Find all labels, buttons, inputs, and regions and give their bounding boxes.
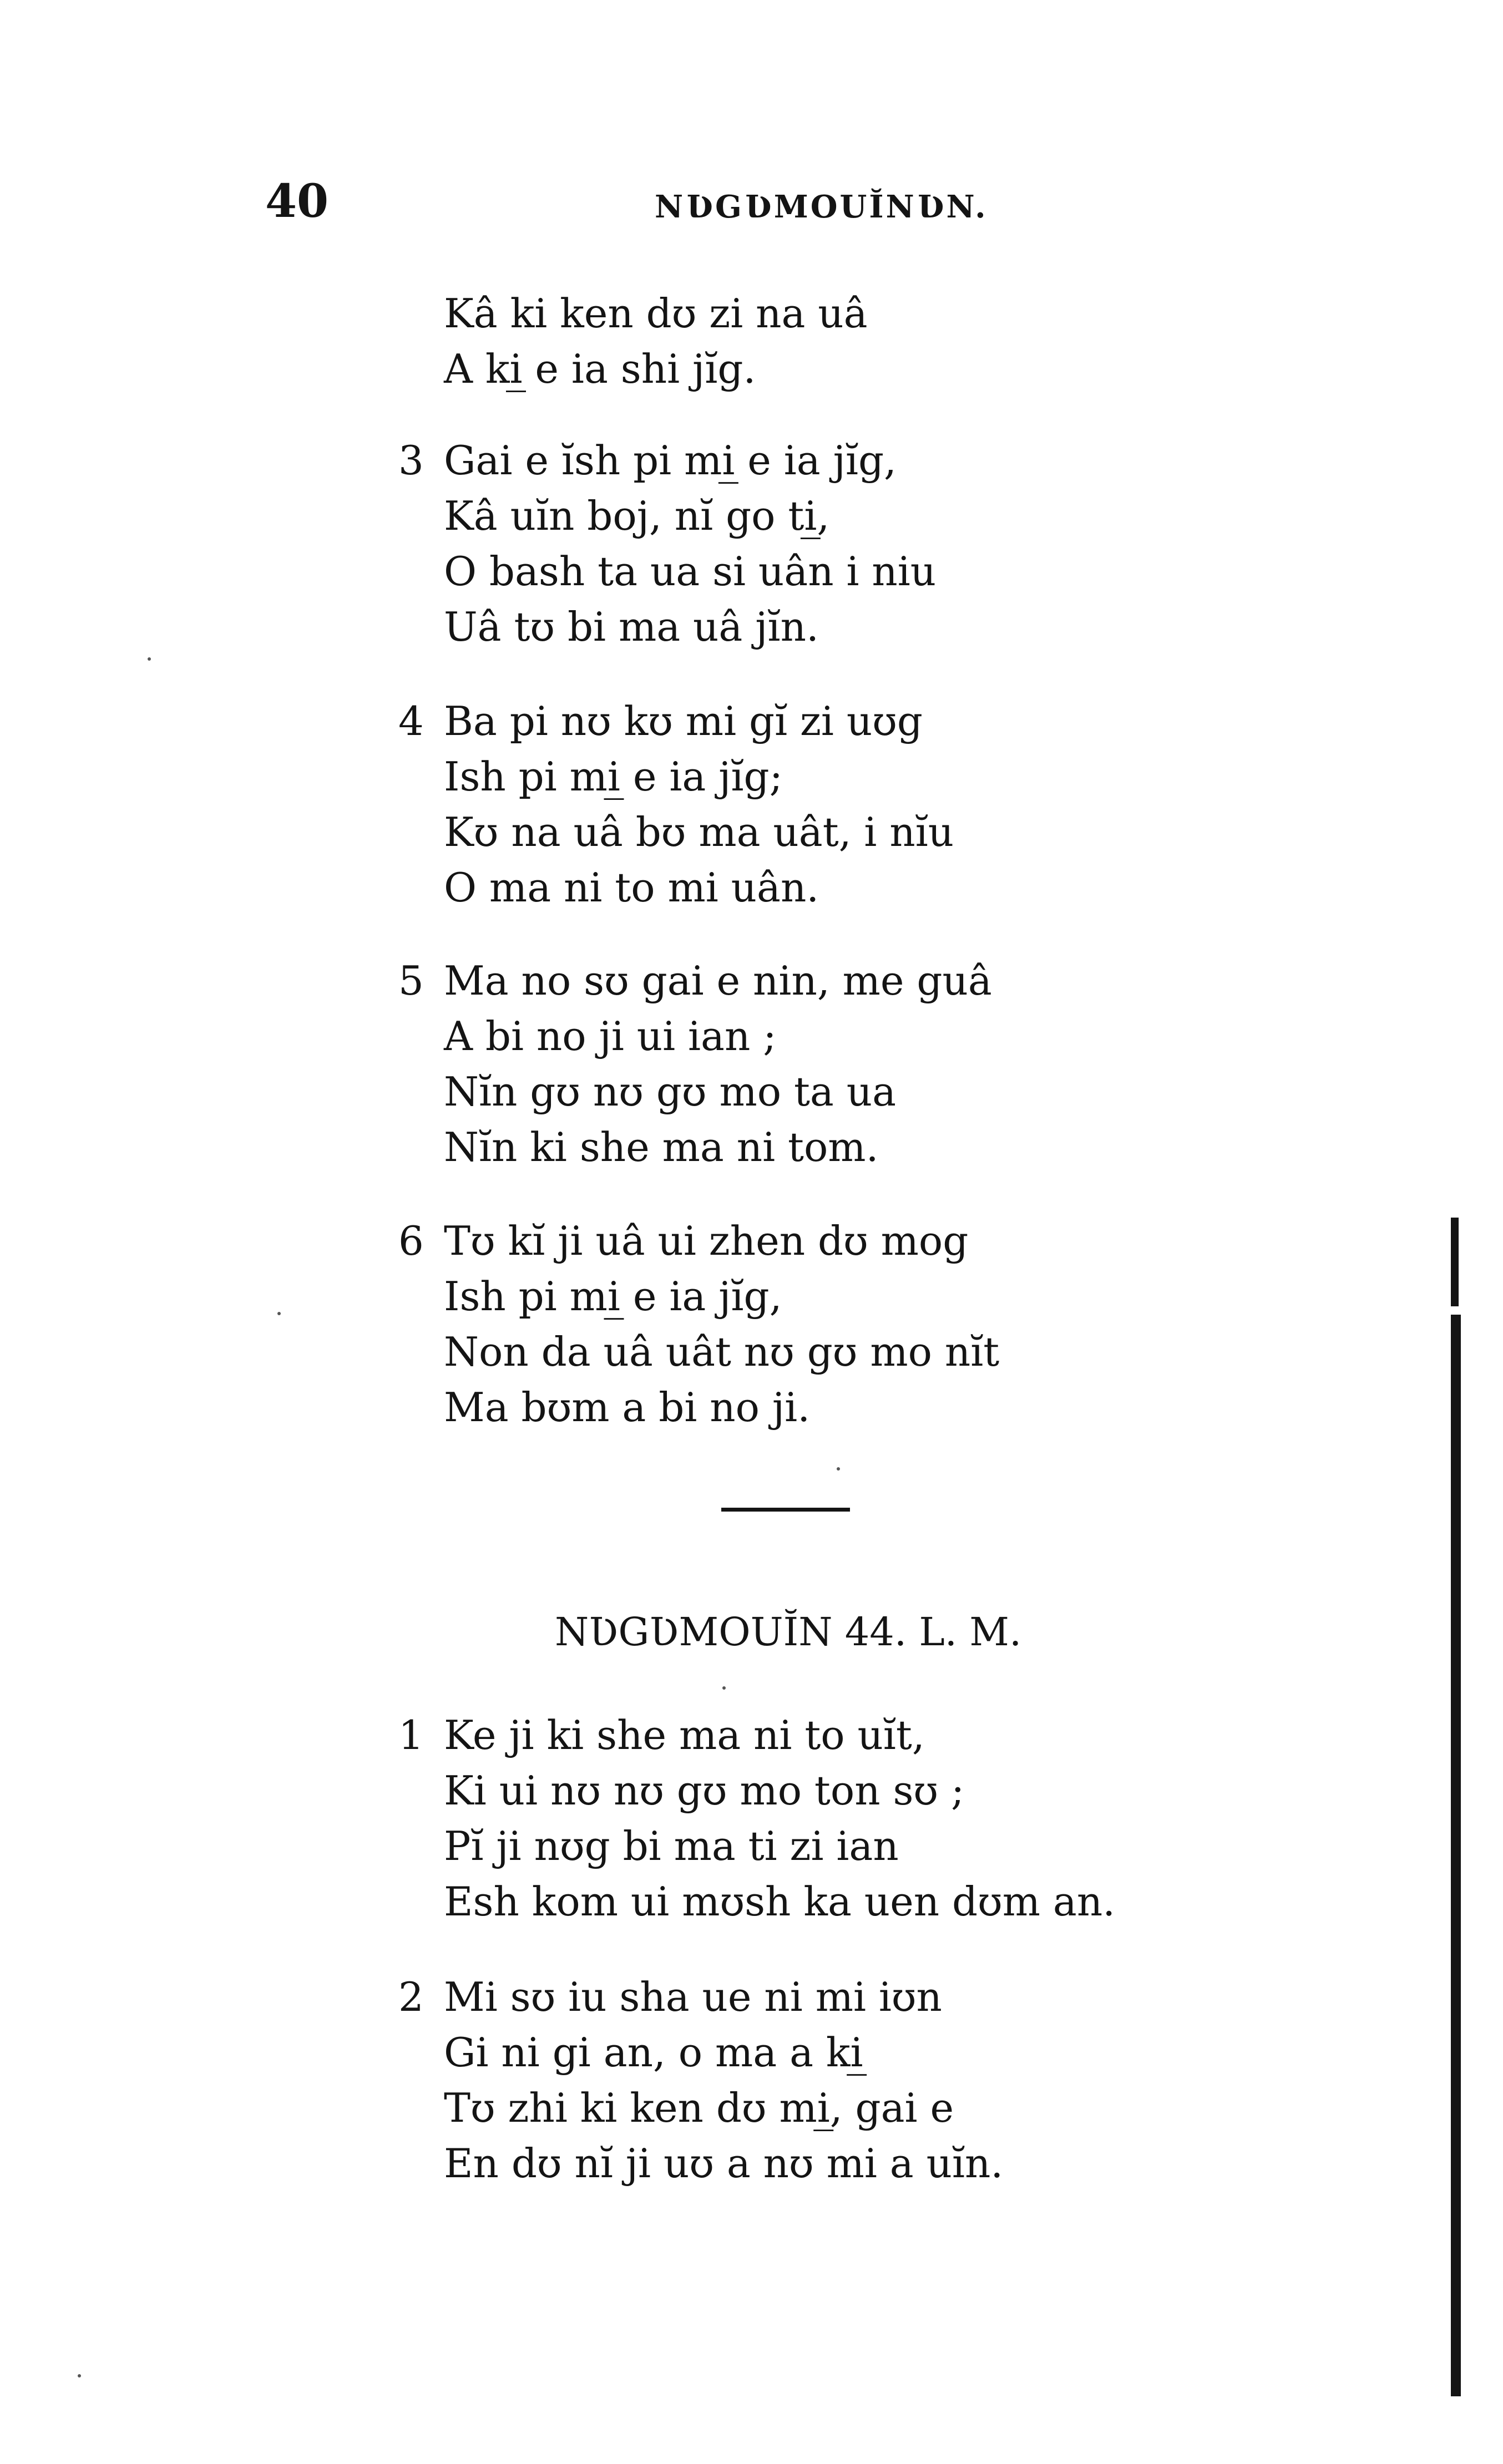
verse-line: Ke ji ki she ma ni to uĭt, (444, 1712, 925, 1758)
verse-line: Kʊ na uâ bʊ ma uât, i nĭu (444, 809, 954, 855)
verse-line: Ish pi mi̲ e ia jĭg, (444, 1273, 782, 1320)
stanza-number: 1 (398, 1712, 424, 1758)
verse-line: Uâ tʊ bi ma uâ jĭn. (444, 604, 819, 650)
verse-line: Ish pi mi̲ e ia jĭg; (444, 753, 783, 800)
scan-speck (148, 657, 151, 661)
verse-line: Gi ni gi an, o ma a ki̲ (444, 2029, 863, 2076)
verse-line: Mi sʊ iu sha ue ni mi iʊn (444, 1974, 942, 2020)
verse-line: Kâ uĭn boj, nĭ go ti̲, (444, 493, 830, 539)
verse-line: A bi no ji ui ian ; (444, 1013, 777, 1059)
scan-speck (78, 2374, 81, 2377)
verse-line: Gai e ĭsh pi mi̲ e ia jĭg, (444, 437, 897, 484)
verse-line: Ma bʊm a bi no ji. (444, 1384, 811, 1431)
verse-line: Ma no sʊ gai e nin, me guâ (444, 957, 992, 1004)
verse-line: Tʊ zhi ki ken dʊ mi̲, gai e (444, 2085, 954, 2131)
margin-rule (1451, 1218, 1459, 1306)
scan-speck (722, 1686, 726, 1690)
stanza-number: 5 (398, 957, 424, 1004)
stanza-number: 4 (398, 698, 424, 744)
verse-line: Kâ ki ken dʊ zi na uâ (444, 290, 868, 337)
verse-line: Ki ui nʊ nʊ gʊ mo ton sʊ ; (444, 1767, 965, 1814)
verse-line: Esh kom ui mʊsh ka uen dʊm an. (444, 1878, 1116, 1925)
hymn-heading: NƲGƲMOUĬN 44. L. M. (555, 1609, 1022, 1655)
page-number: 40 (265, 175, 329, 228)
scan-speck (837, 1467, 840, 1471)
verse-line: Pĭ ji nʊg bi ma ti zi ian (444, 1823, 899, 1869)
stanza-number: 2 (398, 1974, 424, 2020)
scan-speck (277, 1312, 281, 1315)
running-head: NƲGƲMOUĬNƲN. (655, 189, 988, 225)
verse-line: Nĭn ki she ma ni tom. (444, 1124, 879, 1170)
verse-line: O bash ta ua si uân i niu (444, 548, 937, 595)
stanza-number: 3 (398, 437, 424, 484)
verse-line: Tʊ kĭ ji uâ ui zhen dʊ mog (444, 1218, 969, 1264)
verse-line: En dʊ nĭ ji uʊ a nʊ mi a uĭn. (444, 2140, 1004, 2187)
stanza-number: 6 (398, 1218, 424, 1264)
section-divider (721, 1508, 850, 1512)
margin-rule (1451, 1315, 1461, 2396)
verse-line: A ki̲ e ia shi jĭg. (444, 346, 756, 392)
verse-line: Nĭn gʊ nʊ gʊ mo ta ua (444, 1068, 896, 1115)
verse-line: Non da uâ uât nʊ gʊ mo nĭt (444, 1329, 1000, 1375)
verse-line: O ma ni to mi uân. (444, 864, 819, 911)
verse-line: Ba pi nʊ kʊ mi gĭ zi uʊg (444, 698, 923, 744)
